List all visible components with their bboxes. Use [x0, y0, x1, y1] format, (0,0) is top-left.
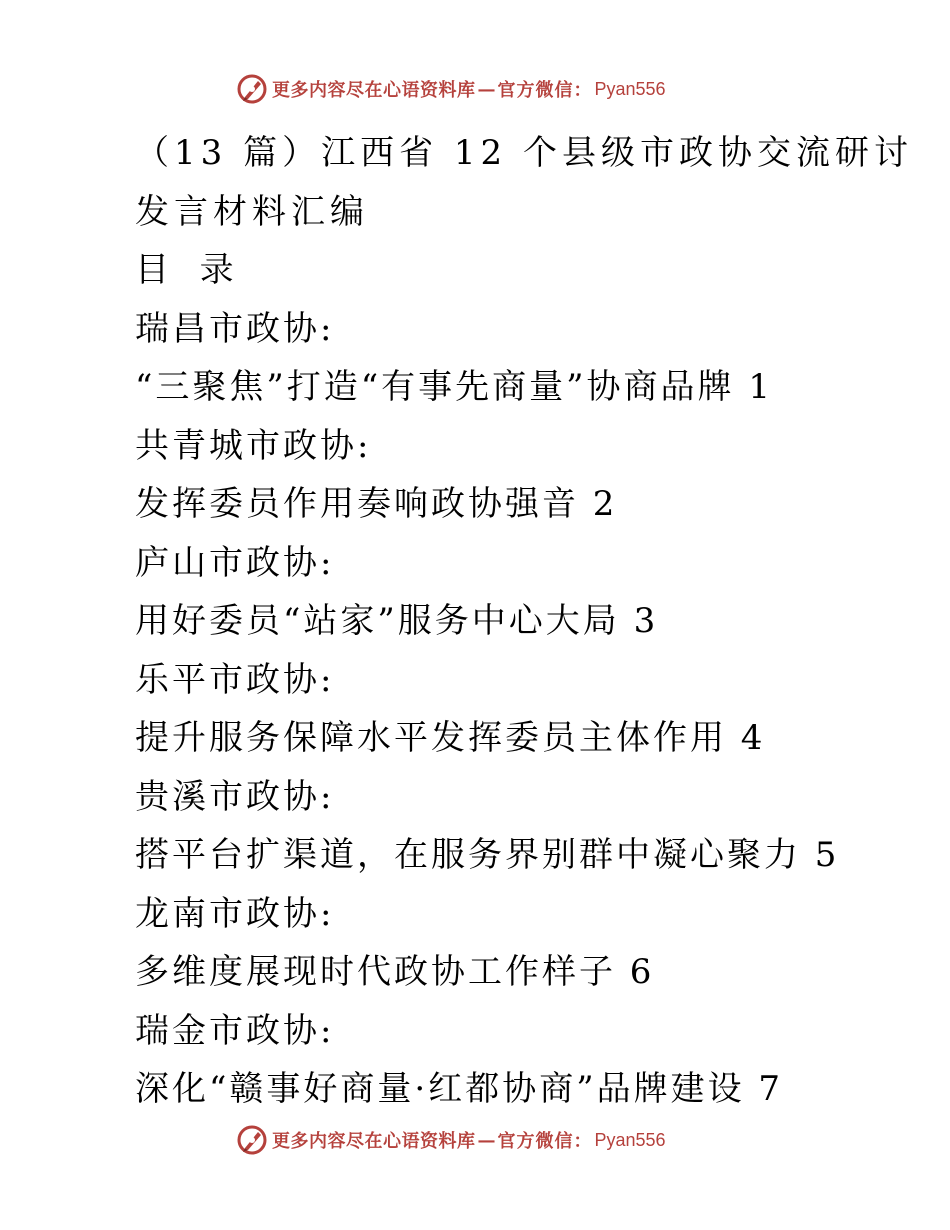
toc-item[interactable]: “三聚焦”打造“有事先商量”协商品牌 1	[135, 367, 773, 407]
banner-wechat-id: Pyan556	[594, 1129, 666, 1150]
banner-dash: —	[477, 1129, 496, 1151]
toc-unit: 乐平市政协:	[135, 659, 335, 700]
toc-unit: 瑞金市政协:	[135, 1010, 335, 1051]
banner-text: 更多内容尽在心语资料库	[272, 80, 476, 101]
banner-wechat-label: 官方微信：	[497, 80, 593, 101]
banner-wechat-label: 官方微信：	[497, 1131, 593, 1152]
document-body	[135, 124, 913, 1119]
toc-item[interactable]: 多维度展现时代政协工作样子 6	[135, 952, 655, 992]
doc-title-line-1: （13 篇）江西省 12 个县级市政协交流研讨	[135, 133, 913, 173]
toc-item[interactable]: 深化“赣事好商量·红都协商”品牌建设 7	[135, 1069, 784, 1109]
toc-unit: 共青城市政协:	[135, 425, 372, 466]
doc-title-line-2: 发言材料汇编	[135, 191, 369, 232]
pen-seal-logo-icon	[236, 73, 268, 105]
banner-wechat-id: Pyan556	[594, 78, 666, 99]
toc-unit: 庐山市政协:	[135, 542, 335, 583]
footer-banner	[236, 1123, 666, 1157]
header-banner	[236, 72, 666, 106]
toc-unit: 贵溪市政协:	[135, 776, 335, 817]
banner-dash: —	[477, 78, 496, 100]
toc-unit: 龙南市政协:	[135, 893, 335, 934]
banner-text: 更多内容尽在心语资料库	[272, 1131, 476, 1152]
toc-item[interactable]: 提升服务保障水平发挥委员主体作用 4	[135, 718, 766, 758]
toc-item[interactable]: 用好委员“站家”服务中心大局 3	[135, 601, 659, 641]
toc-heading: 目 录	[135, 250, 237, 290]
toc-item[interactable]: 发挥委员作用奏响政协强音 2	[135, 484, 618, 524]
toc-item[interactable]: 搭平台扩渠道，在服务界别群中凝心聚力 5	[135, 835, 840, 875]
toc-unit: 瑞昌市政协:	[135, 308, 335, 349]
pen-seal-logo-icon	[236, 1124, 268, 1156]
